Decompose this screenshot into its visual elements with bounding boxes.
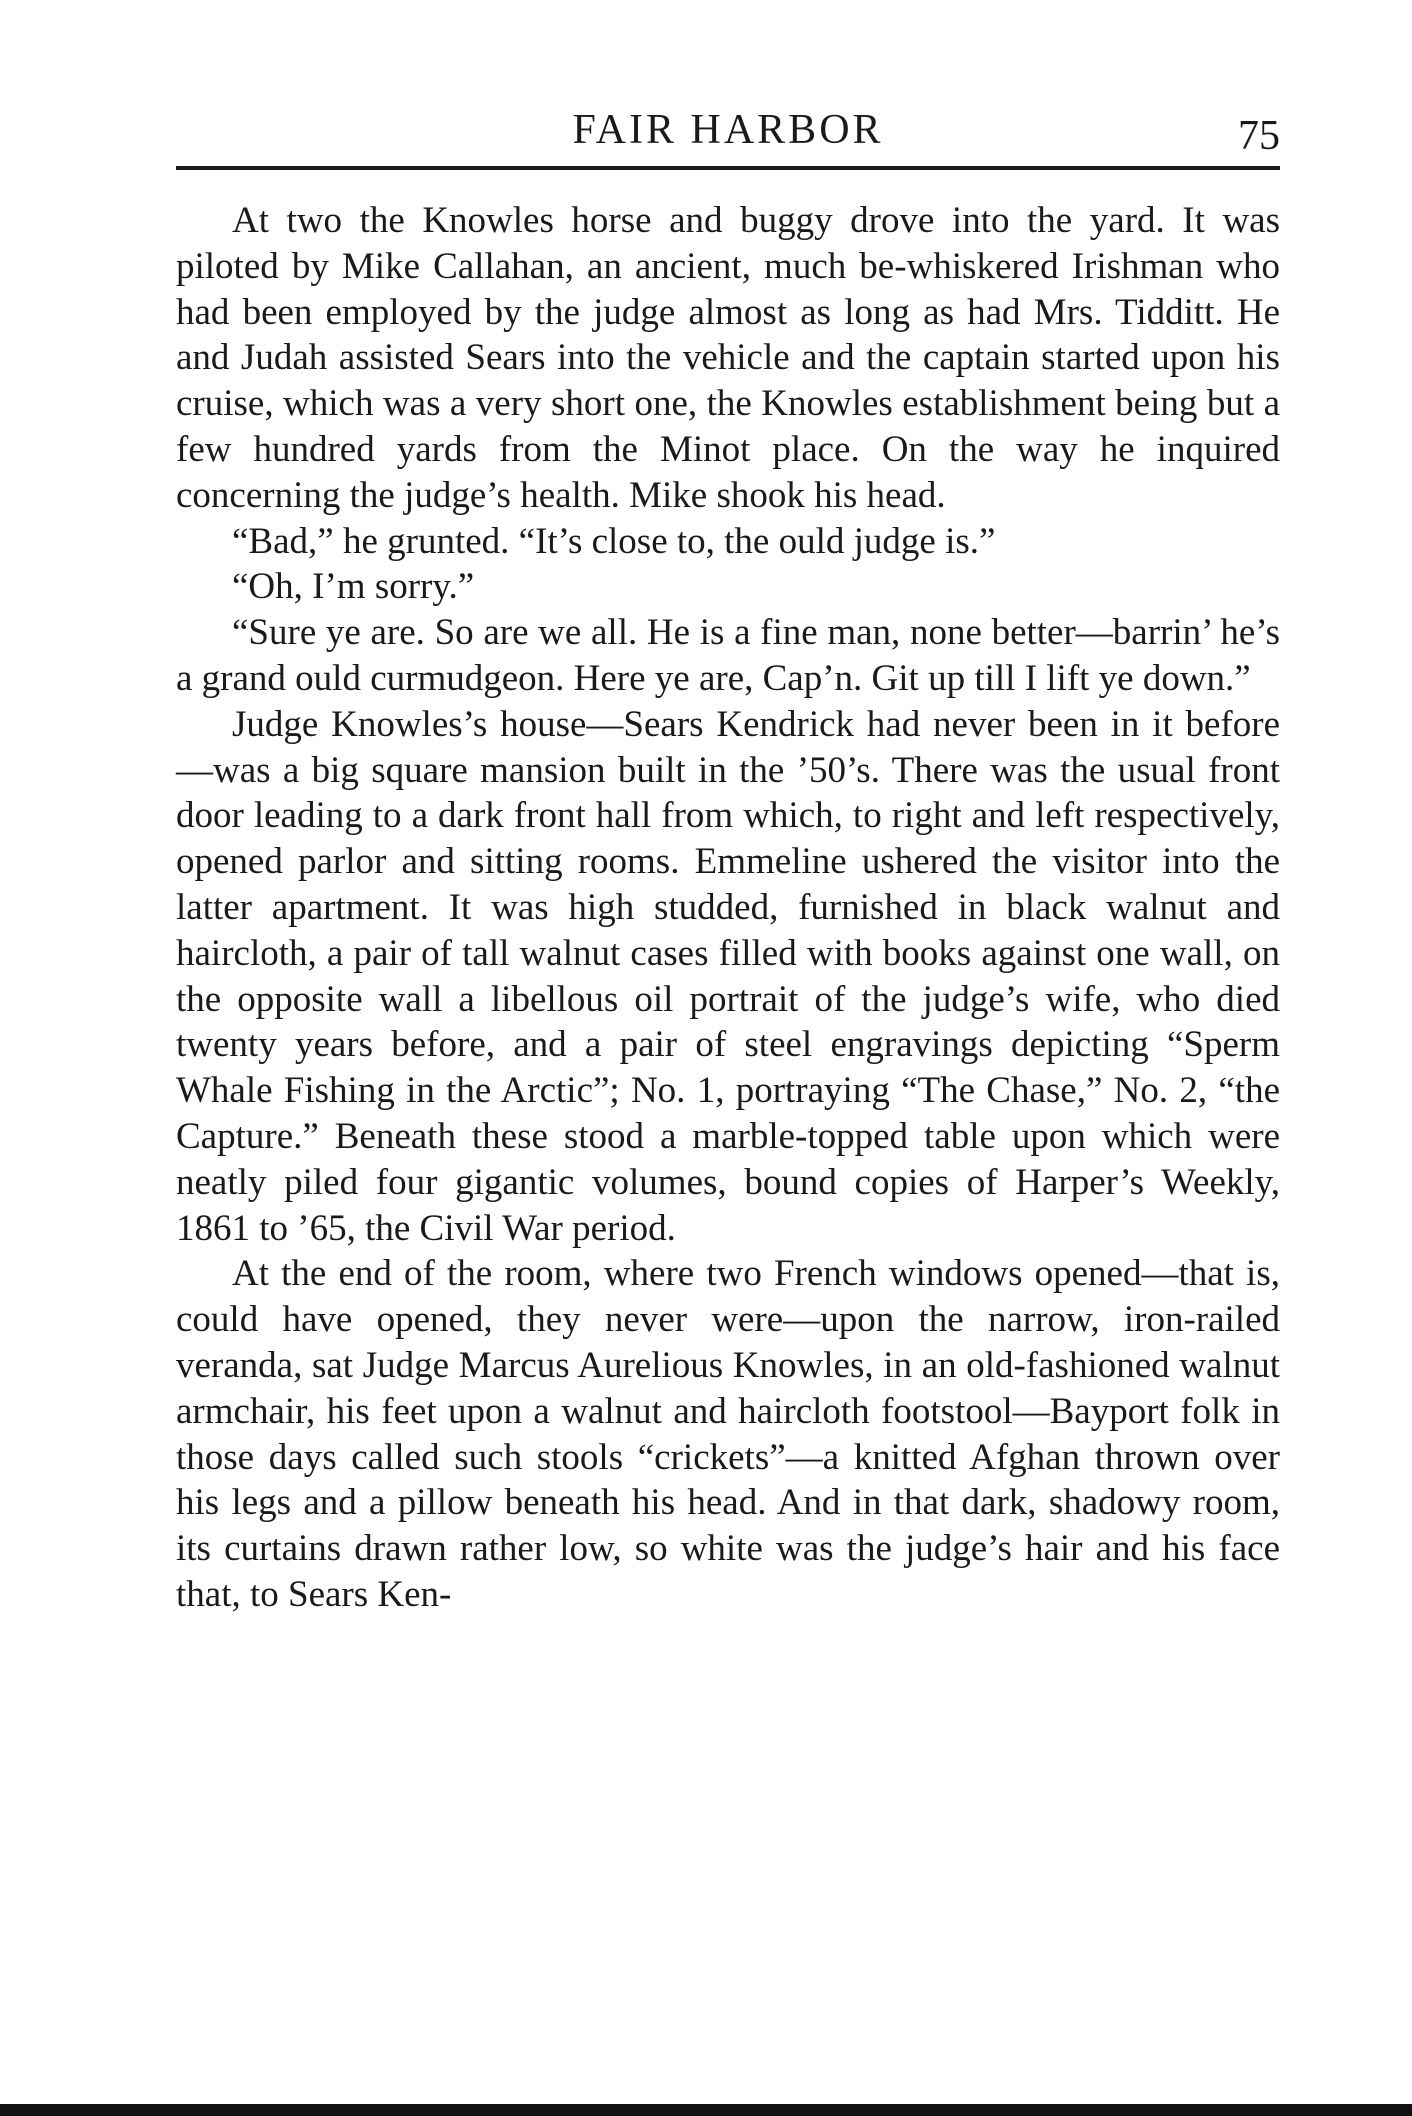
paragraph: At the end of the room, where two French windows opened—that is, could have opened, they never were—upon the narrow, iron-railed veranda, sat Judge Marcus Aurelious Knowles, in an old-fashioned walnut armchair, his feet upon a walnut and haircloth footstool—Bayport folk in those days called such stools “crickets”—a knitted Afghan thrown over his legs and a pillow beneath his head. And in that dark, shadowy room, its curtains drawn rather low, so white was the judge’s hair and his face that, to Sears Ken- (176, 1253, 1280, 1615)
body-text (176, 198, 1280, 1618)
running-head: FAIR HARBOR (572, 107, 884, 153)
paragraph: “Oh, I’m sorry.” (232, 566, 475, 608)
paragraph: “Bad,” he grunted. “It’s close to, the ould judge is.” (232, 520, 996, 562)
page-number: 75 (1238, 113, 1280, 159)
paragraph: “Sure ye are. So are we all. He is a fine man, none better—barrin’ he’s a grand ould curmudgeon. Here ye are, Cap’n. Git up till I lift ye down.” (176, 612, 1280, 699)
paragraph: Judge Knowles’s house—Sears Kendrick had never been in it before—was a big square mansion built in the ’50’s. There was the usual front door leading to a dark front hall from which, to right and left respectively, opened parlor and sitting rooms. Emmeline ushered the visitor into the latter apartment. It was high studded, furnished in black walnut and haircloth, a pair of tall walnut cases filled with books against one wall, on the opposite wall a libellous oil portrait of the judge’s wife, who died twenty years before, and a pair of steel engravings depicting “Sperm Whale Fishing in the Arctic”; No. 1, portraying “The Chase,” No. 2, “the Capture.” Beneath these stood a marble-topped table upon which were neatly piled four gigantic volumes, bound copies of Harper’s Weekly, 1861 to ’65, the Civil War period. (176, 703, 1280, 1249)
scan-edge (0, 2104, 1412, 2116)
paragraph: At two the Knowles horse and buggy drove into the yard. It was piloted by Mike Callahan, an ancient, much be-whiskered Irishman who had been employed by the judge almost as long as had Mrs. Tidditt. He and Judah assisted Sears into the vehicle and the captain started upon his cruise, which was a very short one, the Knowles establishment being but a few hundred yards from the Minot place. On the way he inquired concerning the judge’s health. Mike shook his head. (176, 200, 1280, 516)
header-rule (176, 166, 1280, 170)
